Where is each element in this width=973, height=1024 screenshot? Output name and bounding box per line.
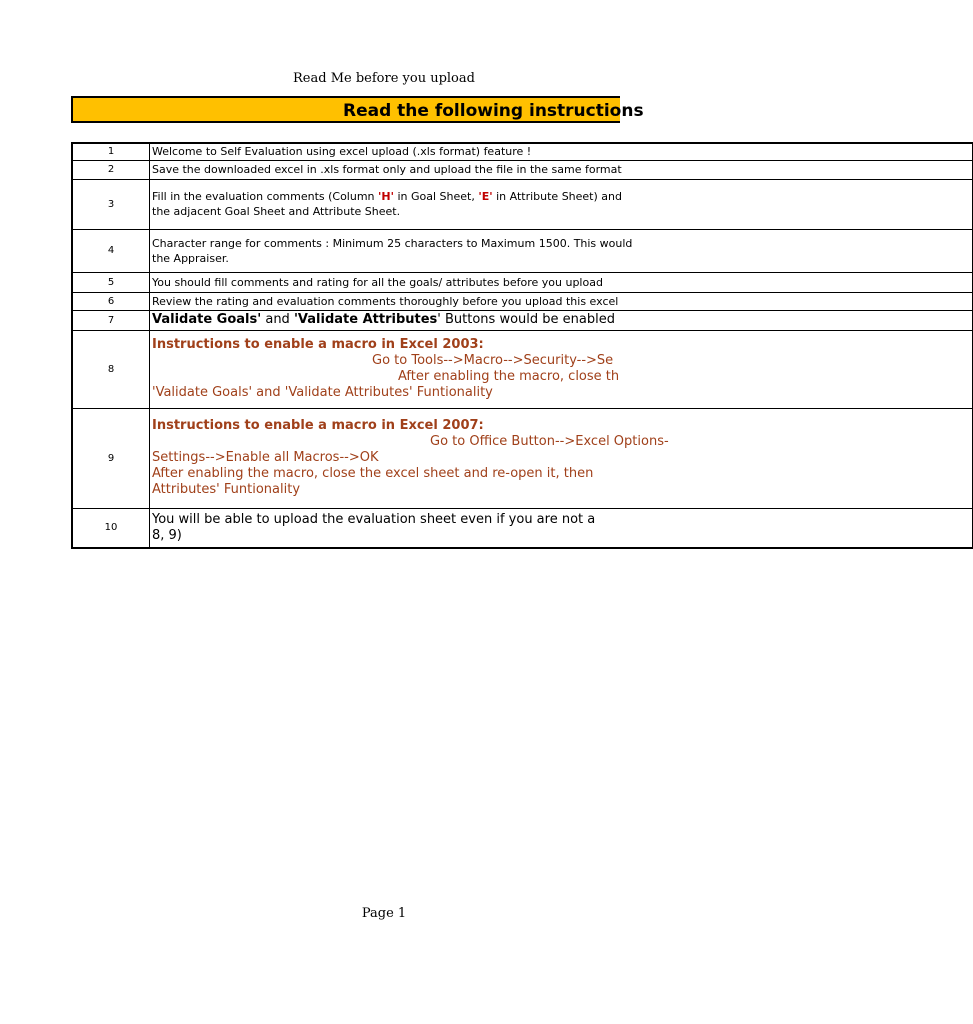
row-text: Welcome to Self Evaluation using excel upload (.xls format) feature ! <box>150 143 973 160</box>
row-text: Fill in the evaluation comments (Column 'H' in Goal Sheet, 'E' in Attribute Sheet) and the adjacent Goal Sheet and Attribute Sheet. <box>150 179 973 229</box>
table-row <box>72 179 973 229</box>
page-footer: Page 1 <box>361 906 407 921</box>
page-header: Read Me before you upload <box>293 71 475 86</box>
table-row <box>72 272 973 292</box>
table-row <box>72 143 973 160</box>
table-row <box>72 310 973 330</box>
row-number: 10 <box>72 508 150 548</box>
table-row <box>72 330 973 408</box>
table-row <box>72 160 973 179</box>
row-text: You will be able to upload the evaluation sheet even if you are not a 8, 9) <box>150 508 973 548</box>
row-number: 3 <box>72 179 150 229</box>
row-text: Save the downloaded excel in .xls format only and upload the file in the same format <box>150 160 973 179</box>
instructions-banner <box>71 96 644 123</box>
row-number: 5 <box>72 272 150 292</box>
row-number: 9 <box>72 408 150 508</box>
banner-title: Read the following instructions <box>343 101 644 121</box>
instructions-table <box>71 142 669 549</box>
row-text: You should fill comments and rating for all the goals/ attributes before you upload <box>150 272 973 292</box>
row-number: 7 <box>72 310 150 330</box>
table-row <box>72 508 973 548</box>
row-text: Instructions to enable a macro in Excel 2003: Go to Tools-->Macro-->Security-->Se After enabling the macro, close th 'Validate Goals' and 'Validate Attributes' Funtionality <box>150 330 973 408</box>
table-row <box>72 292 973 310</box>
row-number: 1 <box>72 143 150 160</box>
row-text: Character range for comments : Minimum 25 characters to Maximum 1500. This would the Appraiser. <box>150 229 973 272</box>
row-text: Review the rating and evaluation comments thoroughly before you upload this excel <box>150 292 973 310</box>
row-number: 4 <box>72 229 150 272</box>
row-number: 2 <box>72 160 150 179</box>
row-text: Validate Goals' and 'Validate Attributes' Buttons would be enabled <box>150 310 973 330</box>
row-text: Instructions to enable a macro in Excel 2007: Go to Office Button-->Excel Options- Settings-->Enable all Macros-->OK After enabling the macro, close the excel sheet and re-open it, then Attributes' Funtionality <box>150 408 973 508</box>
table-row <box>72 229 973 272</box>
table-row <box>72 408 973 508</box>
row-number: 6 <box>72 292 150 310</box>
row-number: 8 <box>72 330 150 408</box>
